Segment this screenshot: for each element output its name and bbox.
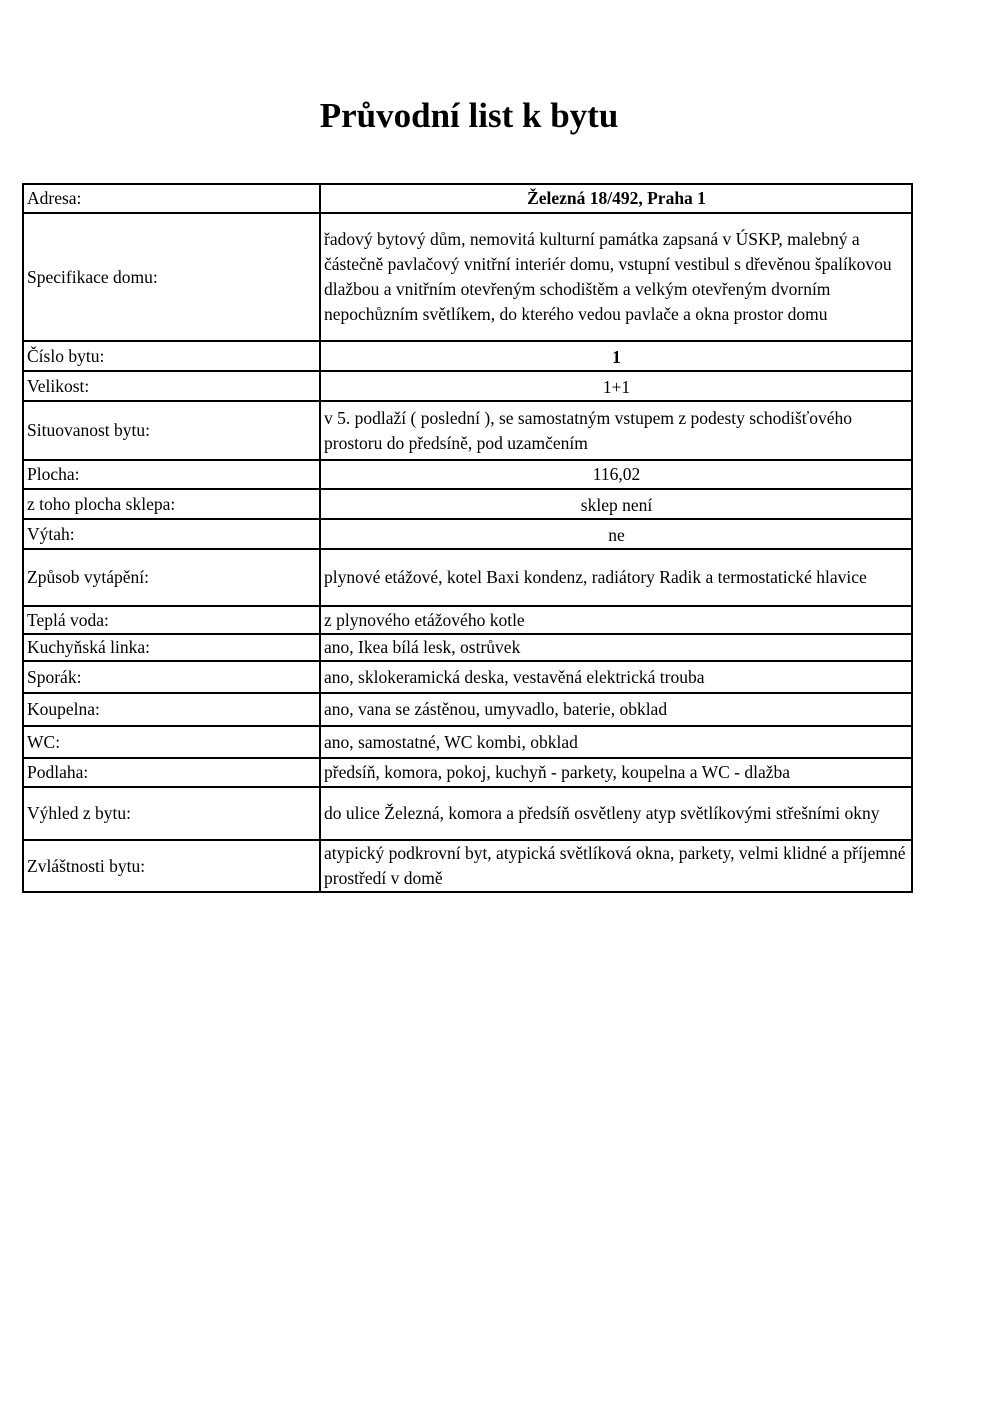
row-value-area: 116,02 [320,460,912,489]
apartment-info-table [22,183,913,893]
table-row [23,401,912,460]
row-value-address: Železná 18/492, Praha 1 [320,184,912,213]
row-label-floor: Podlaha: [23,758,320,787]
row-value-building-spec: řadový bytový dům, nemovitá kulturní památka zapsaná v ÚSKP, malebný a částečně pavlačový vnitřní interiér domu, vstupní vestibul s dřevěnou špalíkovou dlažbou a vnitřním otevřeným schodištěm a velkým otevřeným dvorním nepochůzním světlíkem, do kterého vedou pavlače a okna prostor domu [320,213,912,341]
row-value-view: do ulice Železná, komora a předsíň osvětleny atyp světlíkovými střešními okny [320,787,912,840]
page-title: Průvodní list k bytu [319,96,619,135]
row-label-stove: Sporák: [23,661,320,693]
row-value-elevator: ne [320,519,912,549]
table-row [23,661,912,693]
row-value-floor: předsíň, komora, pokoj, kuchyň - parkety, koupelna a WC - dlažba [320,758,912,787]
table-row [23,840,912,892]
row-label-kitchen: Kuchyňská linka: [23,634,320,661]
row-label-size: Velikost: [23,371,320,401]
row-value-wc: ano, samostatné, WC kombi, obklad [320,726,912,758]
row-label-wc: WC: [23,726,320,758]
row-value-bathroom: ano, vana se zástěnou, umyvadlo, baterie, obklad [320,693,912,726]
row-value-specialties: atypický podkrovní byt, atypická světlíková okna, parkety, velmi klidné a příjemné prostředí v domě [320,840,912,892]
row-value-cellar-area: sklep není [320,489,912,519]
row-label-elevator: Výtah: [23,519,320,549]
table-row [23,184,912,213]
row-value-hot-water: z plynového etážového kotle [320,606,912,634]
row-value-apartment-number: 1 [320,341,912,371]
table-row [23,549,912,606]
row-label-address: Adresa: [23,184,320,213]
table-row [23,460,912,489]
table-row [23,606,912,634]
row-label-bathroom: Koupelna: [23,693,320,726]
row-label-hot-water: Teplá voda: [23,606,320,634]
table-row [23,758,912,787]
table-row [23,787,912,840]
table-row [23,213,912,341]
table-row [23,726,912,758]
row-label-location: Situovanost bytu: [23,401,320,460]
row-label-specialties: Zvláštnosti bytu: [23,840,320,892]
row-label-cellar-area: z toho plocha sklepa: [23,489,320,519]
table-row [23,519,912,549]
table-row [23,489,912,519]
row-label-view: Výhled z bytu: [23,787,320,840]
table-row [23,693,912,726]
row-value-stove: ano, sklokeramická deska, vestavěná elektrická trouba [320,661,912,693]
row-value-heating: plynové etážové, kotel Baxi kondenz, radiátory Radik a termostatické hlavice [320,549,912,606]
row-value-location: v 5. podlaží ( poslední ), se samostatným vstupem z podesty schodišťového prostoru do předsíně, pod uzamčením [320,401,912,460]
row-label-building-spec: Specifikace domu: [23,213,320,341]
row-label-area: Plocha: [23,460,320,489]
row-label-heating: Způsob vytápění: [23,549,320,606]
row-value-size: 1+1 [320,371,912,401]
row-label-apartment-number: Číslo bytu: [23,341,320,371]
table-row [23,341,912,371]
table-row [23,634,912,661]
row-value-kitchen: ano, Ikea bílá lesk, ostrůvek [320,634,912,661]
table-row [23,371,912,401]
